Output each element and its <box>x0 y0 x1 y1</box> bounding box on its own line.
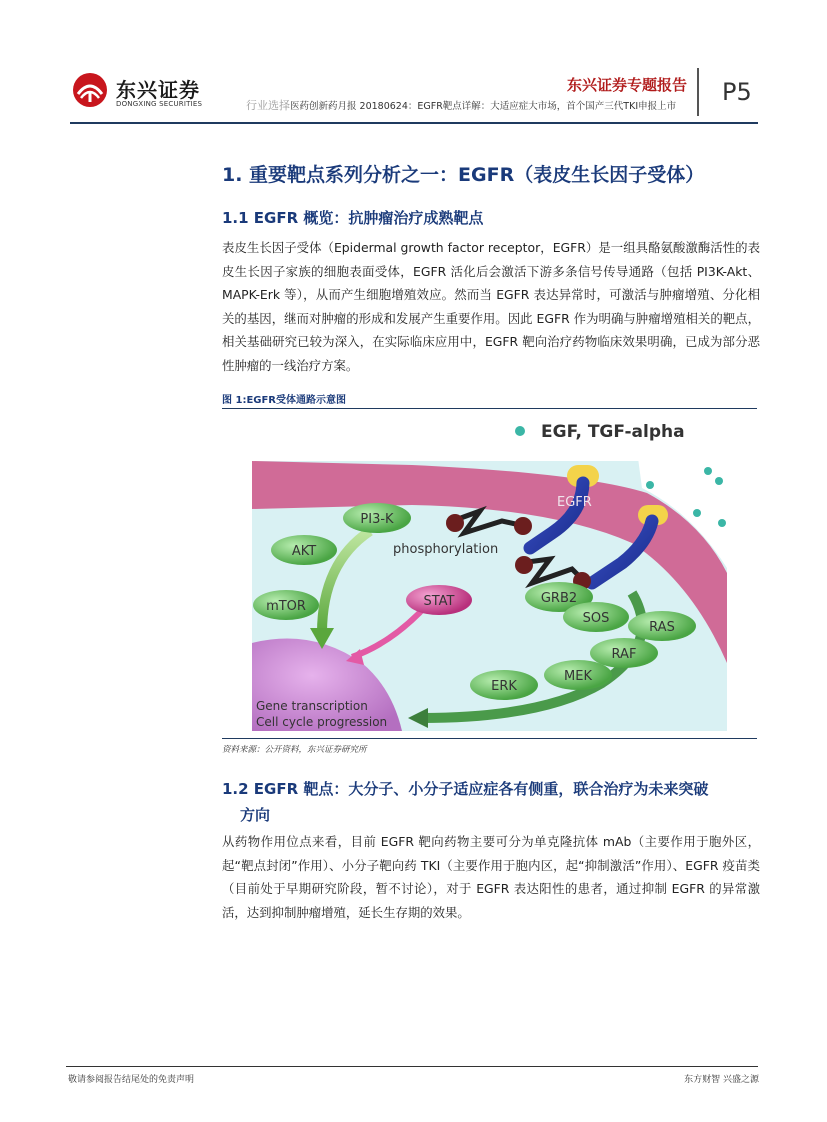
subsection-heading-2 <box>222 776 762 828</box>
header-divider <box>697 68 699 116</box>
subtitle-text: 医药创新药月报 20180624：EGFR靶点详解：大适应症大市场，首个国产三代TKI申报上市 <box>290 101 677 112</box>
ligand-label: EGF, TGF-alpha <box>541 422 685 442</box>
company-logo <box>72 72 207 112</box>
report-type: 东兴证券专题报告 <box>566 76 687 94</box>
mtor-label: mTOR <box>266 599 306 614</box>
nucleus-label-1: Gene transcription <box>256 699 368 713</box>
ras-label: RAS <box>649 620 675 635</box>
stat-label: STAT <box>423 594 455 609</box>
pi3k-label: PI3-K <box>360 512 394 527</box>
subsection-heading-2-line2: 方向 <box>240 806 271 824</box>
header-rule <box>70 122 758 124</box>
page-number: P5 <box>722 78 752 106</box>
mek-label: MEK <box>564 669 592 684</box>
figure-rule-top <box>222 408 757 409</box>
report-subtitle <box>246 97 676 113</box>
figure-rule-bottom <box>222 738 757 739</box>
footer-disclaimer: 敬请参阅报告结尾处的免责声明 <box>68 1075 195 1085</box>
phosphorylation-label: phosphorylation <box>393 542 499 557</box>
nucleus-label-2: Cell cycle progression <box>256 715 388 729</box>
subtitle-prefix: 行业选择 <box>246 99 290 112</box>
receptor-label: EGFR <box>557 495 592 510</box>
paragraph-egfr-overview: 表皮生长因子受体（Epidermal growth factor receptor，EGFR）是一组具酪氨酸激酶活性的表皮生长因子家族的细胞表面受体，EGFR 活化后会激活下游多条信号传导通路（包括 PI3K-Akt、MAPK-Erk 等），从而产生细胞增殖效应。然而当 EGFR 表达异常时，可激活与肿瘤增殖、分化相关的基因，继而对肿瘤的形成和发展产生重要作用。因此 EGFR 作为明确与肿瘤增殖相关的靶点，相关基础研究已较为深入，在实际临床应用中，EGFR 靶向治疗药物临床效果明确，已成为部分恶性肿瘤的一线治疗方案。 <box>222 240 760 373</box>
egfr-pathway-figure <box>252 413 727 731</box>
akt-label: AKT <box>291 544 317 559</box>
grb2-label: GRB2 <box>540 591 578 606</box>
raf-label: RAF <box>611 647 637 662</box>
sos-label: SOS <box>582 611 610 626</box>
subsection-heading-2-line1: 1.2 EGFR 靶点：大分子、小分子适应症各有侧重，联合治疗为未来突破 <box>222 780 709 798</box>
logo-english-name: DONGXING SECURITIES <box>116 100 203 108</box>
footer-rule <box>66 1066 758 1067</box>
section-heading: 1. 重要靶点系列分析之一：EGFR（表皮生长因子受体） <box>222 164 705 186</box>
logo-chinese-name: 东兴证券 <box>116 78 200 102</box>
erk-label: ERK <box>491 679 517 694</box>
paragraph-egfr-targets: 从药物作用位点来看，目前 EGFR 靶向药物主要可分为单克隆抗体 mAb（主要作用于胞外区，起“靶点封闭”作用）、小分子靶向药 TKI（主要作用于胞内区，起“抑制激活”作用）、EGFR 疫苗类（目前处于早期研究阶段，暂不讨论），对于 EGFR 表达阳性的患者，通过抑制 EGFR 的异常激活，达到抑制肿瘤增殖，延长生存期的效果。 <box>222 834 760 920</box>
figure-source: 资料来源：公开资料，东兴证券研究所 <box>222 745 367 755</box>
figure-caption: 图 1:EGFR受体通路示意图 <box>222 395 347 406</box>
subsection-heading-1: 1.1 EGFR 概览：抗肿瘤治疗成熟靶点 <box>222 209 484 227</box>
footer-slogan: 东方财智 兴盛之源 <box>684 1075 759 1085</box>
logo-mark-icon <box>72 72 108 108</box>
